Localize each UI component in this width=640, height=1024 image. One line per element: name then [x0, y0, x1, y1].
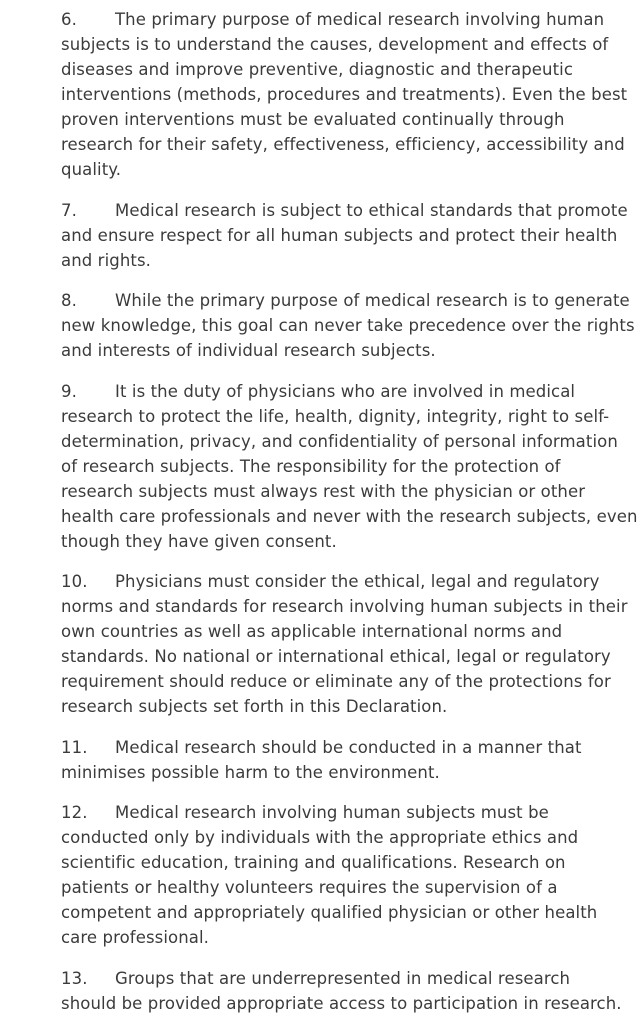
paragraph-line: care professional. — [61, 928, 210, 947]
paragraph-9 — [61, 379, 638, 554]
paragraph-line: subjects is to understand the causes, development and effects of — [61, 35, 609, 54]
paragraph-line: own countries as well as applicable international norms and — [61, 622, 563, 641]
paragraph-7 — [61, 198, 628, 273]
paragraph-line — [61, 735, 620, 760]
paragraph-line — [61, 7, 620, 32]
paragraph-number: 6. — [61, 10, 77, 29]
paragraph-line: health care professionals and never with the research subjects, even — [61, 506, 638, 526]
paragraph-line — [61, 800, 620, 825]
paragraph-first-line-text: The primary purpose of medical research involving human — [115, 10, 605, 29]
paragraph-line: research subjects set forth in this Declaration. — [61, 697, 448, 716]
paragraph-8 — [61, 288, 635, 363]
paragraph-10 — [61, 569, 628, 719]
paragraph-number: 10. — [61, 572, 88, 591]
paragraph-line — [61, 569, 620, 594]
paragraph-line — [61, 966, 620, 991]
paragraph-first-line-text: It is the duty of physicians who are involved in medical — [115, 381, 576, 401]
paragraph-line: research for their safety, effectiveness, efficiency, accessibility and — [61, 135, 625, 154]
paragraph-12 — [61, 800, 620, 950]
paragraph-line: though they have given consent. — [61, 531, 337, 551]
paragraph-line: standards. No national or international ethical, legal or regulatory — [61, 647, 611, 666]
paragraph-line: of research subjects. The responsibility for the protection of — [61, 456, 561, 476]
paragraph-line: competent and appropriately qualified physician or other health — [61, 903, 598, 922]
paragraph-first-line-text: Medical research is subject to ethical standards that promote — [115, 200, 628, 220]
paragraph-line: requirement should reduce or eliminate any of the protections for — [61, 672, 611, 691]
paragraph-line: proven interventions must be evaluated continually through — [61, 110, 565, 129]
paragraph-line: should be provided appropriate access to participation in research. — [61, 993, 622, 1013]
paragraph-line: research to protect the life, health, dignity, integrity, right to self- — [61, 406, 610, 426]
paragraph-line — [61, 198, 628, 223]
paragraph-6 — [61, 7, 628, 182]
paragraph-line: interventions (methods, procedures and treatments). Even the best — [61, 85, 628, 104]
paragraph-line — [61, 288, 630, 313]
paragraph-number: 13. — [61, 968, 88, 988]
paragraph-line: research subjects must always rest with the physician or other — [61, 481, 586, 501]
paragraph-first-line-text: Physicians must consider the ethical, legal and regulatory — [115, 572, 600, 591]
paragraph-number: 8. — [61, 291, 77, 310]
paragraph-line: diseases and improve preventive, diagnostic and therapeutic — [61, 60, 574, 79]
paragraph-13 — [61, 966, 620, 1016]
paragraph-line: and ensure respect for all human subjects and protect their health — [61, 225, 618, 245]
paragraph-first-line-text: While the primary purpose of medical research is to generate — [115, 291, 630, 310]
paragraph-line: and interests of individual research subjects. — [61, 341, 436, 360]
paragraph-line: quality. — [61, 160, 122, 179]
paragraph-first-line-text: Groups that are underrepresented in medical research — [115, 968, 571, 988]
paragraph-line: and rights. — [61, 250, 151, 270]
paragraph-number: 11. — [61, 737, 88, 757]
paragraph-line: conducted only by individuals with the appropriate ethics and — [61, 828, 579, 847]
paragraph-line: new knowledge, this goal can never take precedence over the rights — [61, 316, 635, 335]
paragraph-number: 9. — [61, 381, 77, 401]
paragraph-number: 7. — [61, 200, 77, 220]
paragraph-line: patients or healthy volunteers requires the supervision of a — [61, 878, 558, 897]
paragraph-number: 12. — [61, 803, 88, 822]
paragraph-line: minimises possible harm to the environment. — [61, 762, 440, 782]
paragraph-line: norms and standards for research involving human subjects in their — [61, 597, 628, 616]
paragraph-line — [61, 379, 620, 404]
paragraph-first-line-text: Medical research should be conducted in a manner that — [115, 737, 582, 757]
paragraph-first-line-text: Medical research involving human subjects must be — [115, 803, 549, 822]
paragraph-line: scientific education, training and qualifications. Research on — [61, 853, 566, 872]
paragraph-11 — [61, 735, 620, 785]
paragraph-line: determination, privacy, and confidentiality of personal information — [61, 431, 618, 451]
